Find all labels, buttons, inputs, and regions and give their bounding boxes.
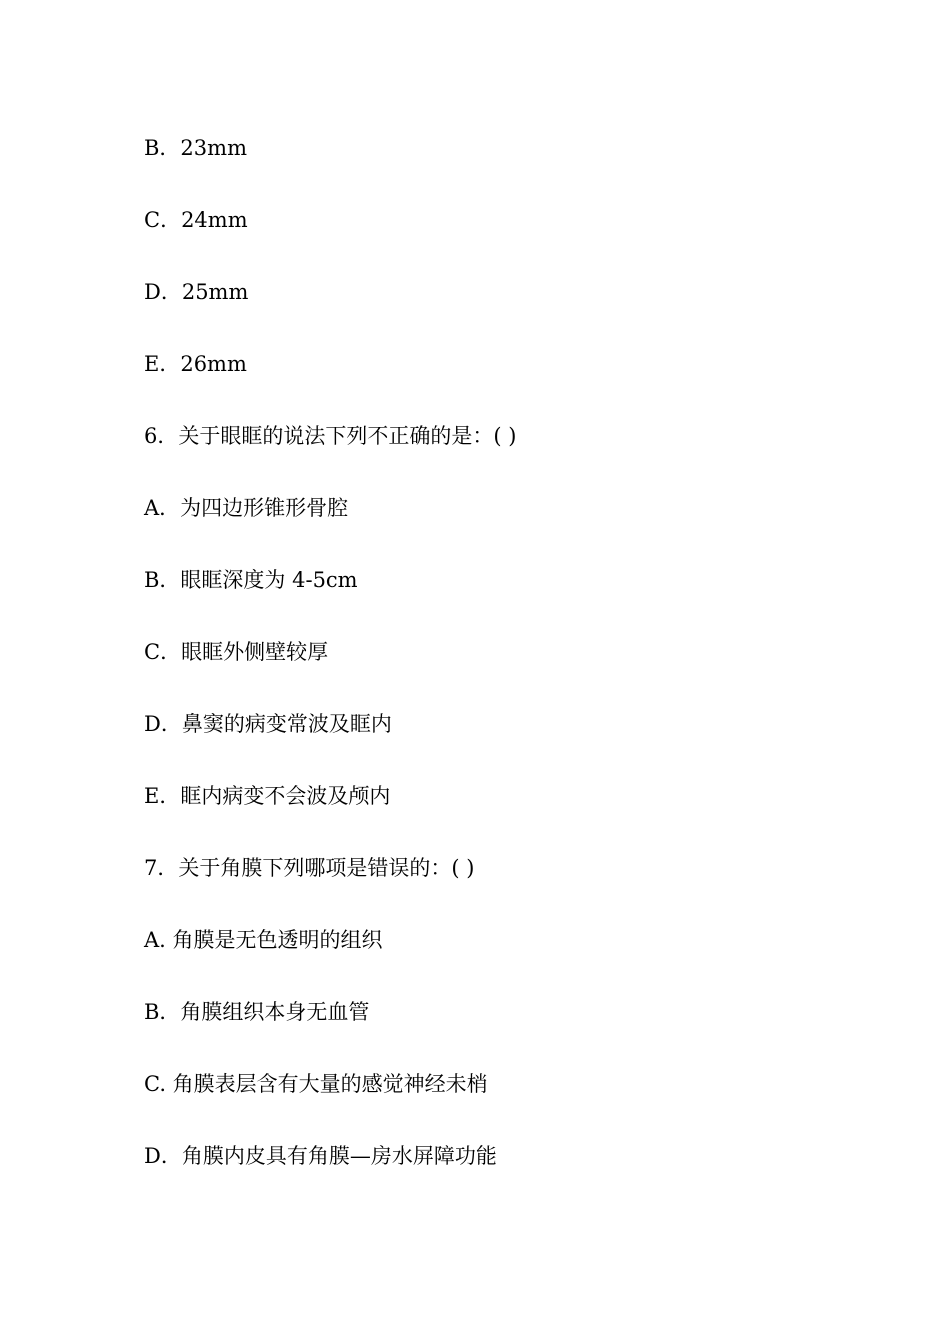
option-a-q7: A. 角膜是无色透明的组织 [144,928,383,952]
option-e-q5: E．26mm [144,352,247,376]
option-b-q6: B．眼眶深度为 4-5cm [144,568,358,592]
option-a-q6: A．为四边形锥形骨腔 [144,496,349,520]
option-c-q6: C．眼眶外侧壁较厚 [144,640,329,664]
option-b-q5: B．23mm [144,136,247,160]
question-6: 6．关于眼眶的说法下列不正确的是：( ) [144,424,517,448]
option-c-q7: C. 角膜表层含有大量的感觉神经未梢 [144,1072,488,1096]
option-d-q5: D．25mm [144,280,249,304]
option-c-q5: C．24mm [144,208,248,232]
option-d-q6: D．鼻窦的病变常波及眶内 [144,712,392,736]
option-d-q7: D．角膜内皮具有角膜—房水屏障功能 [144,1144,497,1168]
option-b-q7: B．角膜组织本身无血管 [144,1000,370,1024]
option-e-q6: E．眶内病变不会波及颅内 [144,784,391,808]
question-7: 7．关于角膜下列哪项是错误的：( ) [144,856,475,880]
